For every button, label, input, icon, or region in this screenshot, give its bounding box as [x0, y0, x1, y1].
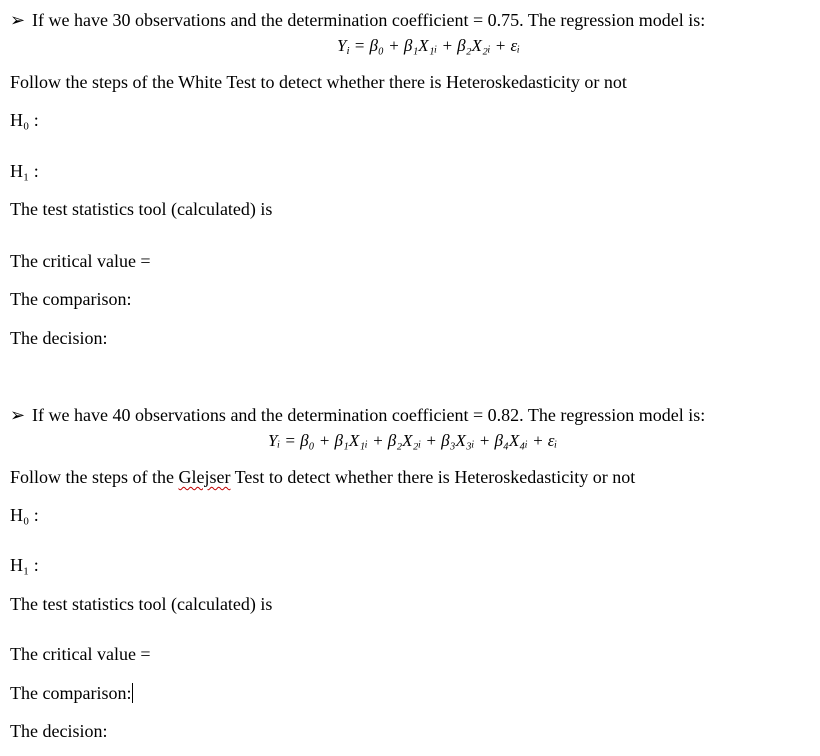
comparison-2[interactable] — [10, 682, 133, 704]
alternative-hypothesis-1: H₁ : — [10, 161, 39, 181]
equation-1-rhs: = β₀ + β₁X₁ᵢ + β₂X₂ᵢ + εᵢ — [353, 36, 520, 55]
question-1-intro — [10, 9, 705, 31]
question-2-intro — [10, 404, 705, 426]
text-cursor — [132, 683, 133, 703]
question-2-text: If we have 40 observations and the determination coefficient = 0.82. The regression model is: — [32, 405, 706, 425]
instruction-2-pre: Follow the steps of the — [10, 467, 179, 487]
spellcheck-word[interactable]: Glejser — [178, 467, 231, 487]
instruction-2 — [10, 466, 635, 488]
comparison-2-label: The comparison: — [10, 683, 132, 703]
instruction-1: Follow the steps of the White Test to detect whether there is Heteroskedasticity or not — [10, 72, 627, 92]
regression-equation-1 — [337, 35, 520, 57]
question-1-text: If we have 30 observations and the determination coefficient = 0.75. The regression model is: — [32, 10, 706, 30]
null-hypothesis-1: H₀ : — [10, 110, 39, 130]
alternative-hypothesis-2: H₁ : — [10, 555, 39, 575]
decision-1: The decision: — [10, 328, 108, 348]
critical-value-1: The critical value = — [10, 251, 151, 271]
test-statistic-2: The test statistics tool (calculated) is — [10, 594, 273, 614]
instruction-2-post: Test to detect whether there is Heteroskedasticity or not — [230, 467, 636, 487]
test-statistic-1: The test statistics tool (calculated) is — [10, 199, 273, 219]
arrow-bullet-icon: ➢ — [10, 405, 26, 425]
critical-value-2: The critical value = — [10, 644, 151, 664]
arrow-bullet-icon: ➢ — [10, 10, 26, 30]
regression-equation-2: Yᵢ = β₀ + β₁X₁ᵢ + β₂X₂ᵢ + β₃X₃ᵢ + β₄X₄ᵢ + εᵢ — [268, 431, 558, 450]
comparison-1: The comparison: — [10, 289, 132, 309]
equation-1-lhs: $Y_i$ — [337, 36, 350, 57]
null-hypothesis-2: H₀ : — [10, 505, 39, 525]
decision-2: The decision: — [10, 721, 108, 741]
